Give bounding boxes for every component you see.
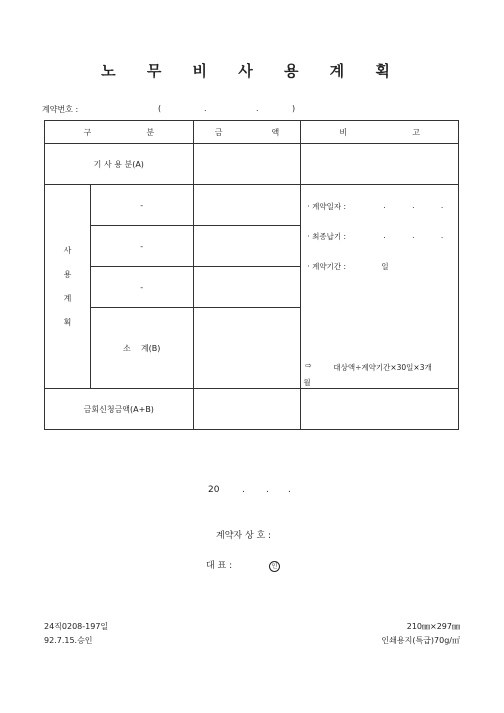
header-amount bbox=[193, 121, 301, 144]
row-gisa-remarks[interactable] bbox=[301, 144, 459, 185]
contract-number-close-paren: ) bbox=[292, 104, 296, 113]
plan-row-1-label: - bbox=[90, 185, 193, 226]
header-amount-char1: 금 bbox=[214, 127, 223, 137]
subtotal-label: 소 계(B) bbox=[90, 308, 193, 389]
seal-icon: 인 bbox=[269, 561, 280, 572]
side-char-4: 획 bbox=[63, 317, 72, 327]
row-gisa-label: 기 사 용 분(A) bbox=[45, 144, 194, 185]
side-char-1: 사 bbox=[63, 245, 72, 255]
date-prefix: 20 bbox=[208, 485, 220, 495]
labor-cost-table bbox=[44, 120, 459, 430]
table-row bbox=[45, 185, 459, 226]
date-dot-year: . bbox=[242, 485, 245, 495]
side-label-usage-plan bbox=[45, 185, 91, 389]
subtotal-amount[interactable] bbox=[193, 308, 301, 389]
header-gubun bbox=[45, 121, 194, 144]
date-dot-day: . bbox=[288, 485, 291, 495]
contract-number-open-paren: ( bbox=[158, 104, 162, 113]
date-line bbox=[208, 485, 291, 495]
note-completion-dots: . . . bbox=[383, 231, 456, 240]
representative-line bbox=[206, 558, 280, 572]
plan-row-1-amount[interactable] bbox=[193, 185, 301, 226]
remarks-notes bbox=[301, 185, 459, 389]
arrow-icon: ⇨ bbox=[305, 361, 312, 370]
contract-number-dot-1: . bbox=[204, 104, 207, 113]
plan-row-3-amount[interactable] bbox=[193, 267, 301, 308]
representative-label: 대 표 : bbox=[206, 561, 233, 571]
header-remarks-char2: 고 bbox=[412, 127, 420, 137]
header-remarks bbox=[301, 121, 459, 144]
note-completion: · 최종납기 : bbox=[307, 232, 347, 241]
note-contract-date-dots: . . . bbox=[383, 201, 456, 210]
total-remarks[interactable] bbox=[301, 389, 459, 430]
contract-number-dot-2: . bbox=[256, 104, 259, 113]
contract-number-line bbox=[42, 104, 296, 115]
total-amount[interactable] bbox=[193, 389, 301, 430]
footer-code: 24직0208-197일 bbox=[44, 622, 109, 631]
signer-line: 계약자 상 호 : bbox=[216, 531, 272, 541]
page-title: 노 무 비 사 용 계 획 bbox=[101, 62, 403, 80]
header-remarks-char1: 비 bbox=[339, 127, 348, 137]
table-header-row bbox=[45, 121, 459, 144]
header-gubun-char1: 구 bbox=[83, 127, 92, 137]
note-formula: 대상액÷계약기간×30일×3개 bbox=[333, 363, 432, 372]
footer-approval: 92.7.15.승인 bbox=[44, 636, 93, 645]
note-period: · 계약기간 : bbox=[307, 262, 347, 271]
header-gubun-char2: 분 bbox=[146, 127, 155, 137]
plan-row-2-label: - bbox=[90, 226, 193, 267]
header-amount-char2: 액 bbox=[271, 127, 280, 137]
note-contract-date: · 계약일자 : bbox=[307, 202, 347, 211]
table-row bbox=[45, 389, 459, 430]
note-period-unit: 일 bbox=[381, 262, 389, 271]
footer-paper-type: 인쇄용지(특급)70g/㎡ bbox=[381, 636, 460, 645]
side-char-3: 계 bbox=[63, 293, 72, 303]
contract-number-label: 계약번호 : bbox=[42, 105, 79, 114]
plan-row-3-label: - bbox=[90, 267, 193, 308]
total-label: 금회신청금액(A+B) bbox=[45, 389, 194, 430]
footer-paper-size: 210㎜×297㎜ bbox=[406, 622, 460, 631]
row-gisa-amount[interactable] bbox=[193, 144, 301, 185]
date-dot-month: . bbox=[266, 485, 269, 495]
side-char-2: 용 bbox=[63, 269, 72, 279]
note-formula-cont: 월 bbox=[303, 378, 311, 387]
plan-row-2-amount[interactable] bbox=[193, 226, 301, 267]
table-row bbox=[45, 144, 459, 185]
